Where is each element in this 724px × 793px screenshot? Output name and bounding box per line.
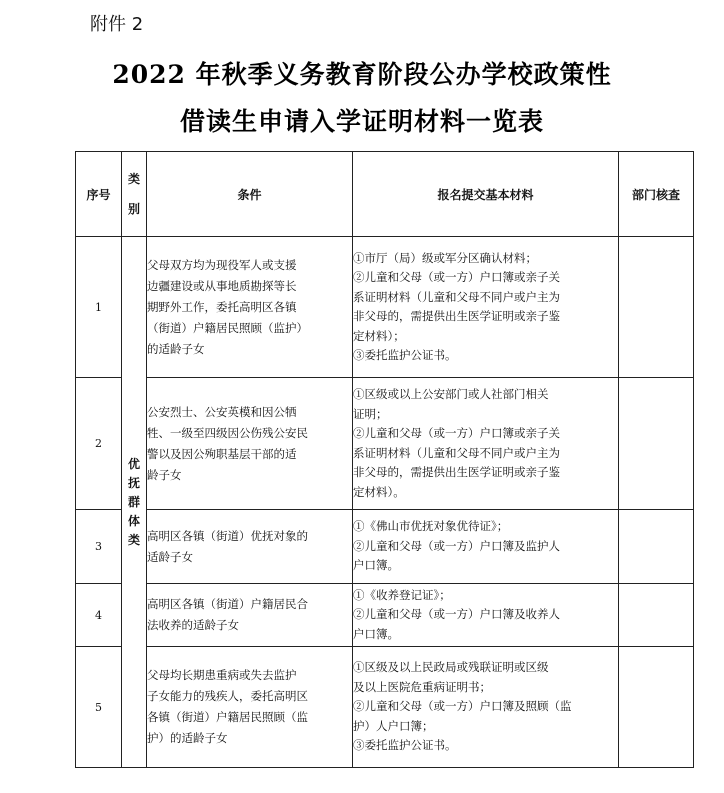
row-condition xyxy=(147,237,353,378)
condition-line: 法收养的适龄子女 xyxy=(147,618,239,632)
material-line: ②儿童和父母（或一方）户口簿及照顾（监 xyxy=(353,699,572,714)
row-dept-check xyxy=(619,510,694,584)
table-row xyxy=(76,237,694,378)
table-header-row xyxy=(76,152,694,237)
condition-line: 龄子女 xyxy=(147,467,182,482)
row-dept-check xyxy=(619,584,694,647)
table-row xyxy=(76,584,694,647)
condition-line: 公安烈士、公安英模和因公牺 xyxy=(147,404,297,419)
header-dept-check: 部门核查 xyxy=(619,152,694,237)
table-row xyxy=(76,510,694,584)
material-line: ①市厅（局）级或军分区确认材料； xyxy=(353,250,537,265)
category-char: 优 xyxy=(127,456,140,471)
row-condition xyxy=(147,510,353,584)
material-line: ③委托监护公证书。 xyxy=(353,348,457,362)
row-materials xyxy=(353,378,619,510)
condition-line: 的适龄子女 xyxy=(147,341,205,356)
condition-line: 护）的适龄子女 xyxy=(147,731,228,745)
condition-line: 警以及因公殉职基层干部的适 xyxy=(147,446,297,461)
material-line: ②儿童和父母（或一方）户口簿及监护人 xyxy=(353,538,560,553)
material-line: 定材料）。 xyxy=(353,484,405,499)
row-seq: 4 xyxy=(76,584,122,647)
material-line: 非父母的，需提供出生医学证明或亲子鉴 xyxy=(353,465,560,479)
table-row xyxy=(76,378,694,510)
row-condition xyxy=(147,647,353,768)
row-materials xyxy=(353,237,619,378)
material-line: ②儿童和父母（或一方）户口簿及收养人 xyxy=(353,607,560,622)
condition-line: 子女能力的残疾人，委托高明区 xyxy=(147,689,308,703)
condition-line: 边疆建设或从事地质勘探等长 xyxy=(147,278,297,293)
material-line: 证明； xyxy=(353,406,388,421)
condition-line: （街道）户籍居民照顾（监护） xyxy=(147,320,308,335)
document-title-line-2: 借读生申请入学证明材料一览表 xyxy=(179,107,544,136)
annex-label: 附件 2 xyxy=(90,14,144,35)
material-line: 护）人户口簿； xyxy=(353,718,434,733)
row-materials xyxy=(353,510,619,584)
row-seq: 5 xyxy=(76,647,122,768)
row-dept-check xyxy=(619,378,694,510)
materials-table xyxy=(75,151,694,768)
material-line: 户口簿。 xyxy=(353,626,399,641)
document-title-line-1: 2022 年秋季义务教育阶段公办学校政策性 xyxy=(112,60,612,89)
header-materials: 报名提交基本材料 xyxy=(353,152,619,237)
material-line: ②儿童和父母（或一方）户口簿或亲子关 xyxy=(353,426,560,440)
material-line: 系证明材料（儿童和父母不同户或户主为 xyxy=(353,289,560,304)
row-materials xyxy=(353,584,619,647)
category-char: 抚 xyxy=(127,475,140,490)
header-condition: 条件 xyxy=(147,152,353,237)
category-char: 体 xyxy=(127,513,140,528)
row-seq: 1 xyxy=(76,237,122,378)
header-category xyxy=(122,152,147,237)
header-category-char-1: 类 xyxy=(127,172,140,186)
header-category-char-2: 别 xyxy=(127,202,140,216)
row-seq: 2 xyxy=(76,378,122,510)
condition-line: 父母双方均为现役军人或支援 xyxy=(147,257,297,272)
condition-line: 适龄子女 xyxy=(147,549,193,564)
category-char: 群 xyxy=(127,494,140,509)
row-condition xyxy=(147,584,353,647)
row-dept-check xyxy=(619,647,694,768)
row-condition xyxy=(147,378,353,510)
row-dept-check xyxy=(619,237,694,378)
material-line: ①《佛山市优抚对象优待证》； xyxy=(353,519,509,534)
material-line: ②儿童和父母（或一方）户口簿或亲子关 xyxy=(353,270,560,284)
row-seq: 3 xyxy=(76,510,122,584)
condition-line: 各镇（街道）户籍居民照顾（监 xyxy=(147,710,308,724)
material-line: 及以上医院危重病证明书； xyxy=(353,679,491,694)
condition-line: 高明区各镇（街道）户籍居民合 xyxy=(147,597,308,611)
material-line: 定材料）； xyxy=(353,328,405,343)
category-char: 类 xyxy=(127,532,140,547)
header-seq: 序号 xyxy=(76,152,122,237)
material-line: 系证明材料（儿童和父母不同户或户主为 xyxy=(353,445,560,460)
row-materials xyxy=(353,647,619,768)
condition-line: 牲、一级至四级因公伤残公安民 xyxy=(147,425,308,440)
material-line: ①区级及以上民政局或残联证明或区级 xyxy=(353,660,549,675)
material-line: 非父母的，需提供出生医学证明或亲子鉴 xyxy=(353,309,560,323)
material-line: ③委托监护公证书。 xyxy=(353,738,457,753)
condition-line: 期野外工作，委托高明区各镇 xyxy=(147,299,297,314)
material-line: ①区级或以上公安部门或人社部门相关 xyxy=(353,387,549,401)
category-cell xyxy=(122,237,147,768)
table-row xyxy=(76,647,694,768)
condition-line: 父母均长期患重病或失去监护 xyxy=(147,668,297,682)
material-line: ①《收养登记证》； xyxy=(353,587,451,602)
material-line: 户口簿。 xyxy=(353,558,399,573)
condition-line: 高明区各镇（街道）优抚对象的 xyxy=(147,528,308,543)
